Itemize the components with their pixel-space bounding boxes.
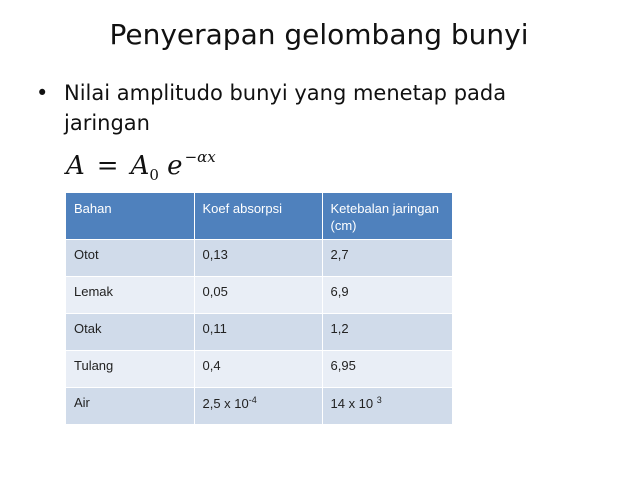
bullet-marker: • [36, 81, 49, 105]
formula-exponent: −αx [184, 148, 216, 166]
cell-koef-exponent: -4 [248, 395, 257, 405]
table-row [66, 388, 452, 425]
cell-tebal-value: 6,9 [330, 284, 349, 299]
slide-title: Penyerapan gelombang bunyi [109, 18, 529, 51]
table-row [66, 314, 452, 351]
formula-lhs: A [66, 151, 85, 181]
table-row [66, 351, 452, 388]
absorption-table [66, 193, 452, 425]
amplitude-formula [66, 148, 216, 184]
cell-bahan: Otot [66, 240, 194, 277]
cell-koef [194, 388, 322, 425]
cell-bahan: Tulang [66, 351, 194, 388]
formula-base: A [130, 151, 150, 181]
formula-equals: = [96, 151, 119, 181]
cell-tebal [322, 277, 452, 314]
cell-koef [194, 351, 322, 388]
cell-bahan: Otak [66, 314, 194, 351]
cell-bahan: Air [66, 388, 194, 425]
cell-tebal-exponent: 3 [376, 395, 382, 405]
cell-tebal-value: 6,95 [330, 358, 356, 373]
cell-tebal [322, 351, 452, 388]
table-row [66, 277, 452, 314]
cell-tebal [322, 240, 452, 277]
formula-subscript: 0 [149, 166, 159, 184]
cell-koef [194, 277, 322, 314]
cell-koef-value: 0,13 [202, 247, 228, 262]
cell-koef [194, 314, 322, 351]
header-bahan: Bahan [66, 193, 194, 240]
cell-koef-value: 0,11 [202, 321, 227, 336]
cell-koef [194, 240, 322, 277]
cell-koef-value: 0,4 [202, 358, 221, 373]
bullet-text: Nilai amplitudo bunyi yang menetap pada jaringan [64, 81, 507, 135]
cell-tebal-value: 14 x 10 [330, 396, 377, 411]
header-ketebalan: Ketebalan jaringan (cm) [322, 193, 452, 240]
cell-tebal [322, 388, 452, 425]
table-header-row [66, 193, 452, 240]
formula-exp-base: e [167, 151, 183, 181]
cell-tebal [322, 314, 452, 351]
cell-tebal-value: 2,7 [330, 247, 349, 262]
table-row [66, 240, 452, 277]
cell-tebal-value: 1,2 [330, 321, 349, 336]
cell-koef-value: 2,5 x 10 [202, 396, 249, 411]
header-koef-absorpsi: Koef absorpsi [194, 193, 322, 240]
cell-bahan: Lemak [66, 277, 194, 314]
cell-koef-value: 0,05 [202, 284, 228, 299]
